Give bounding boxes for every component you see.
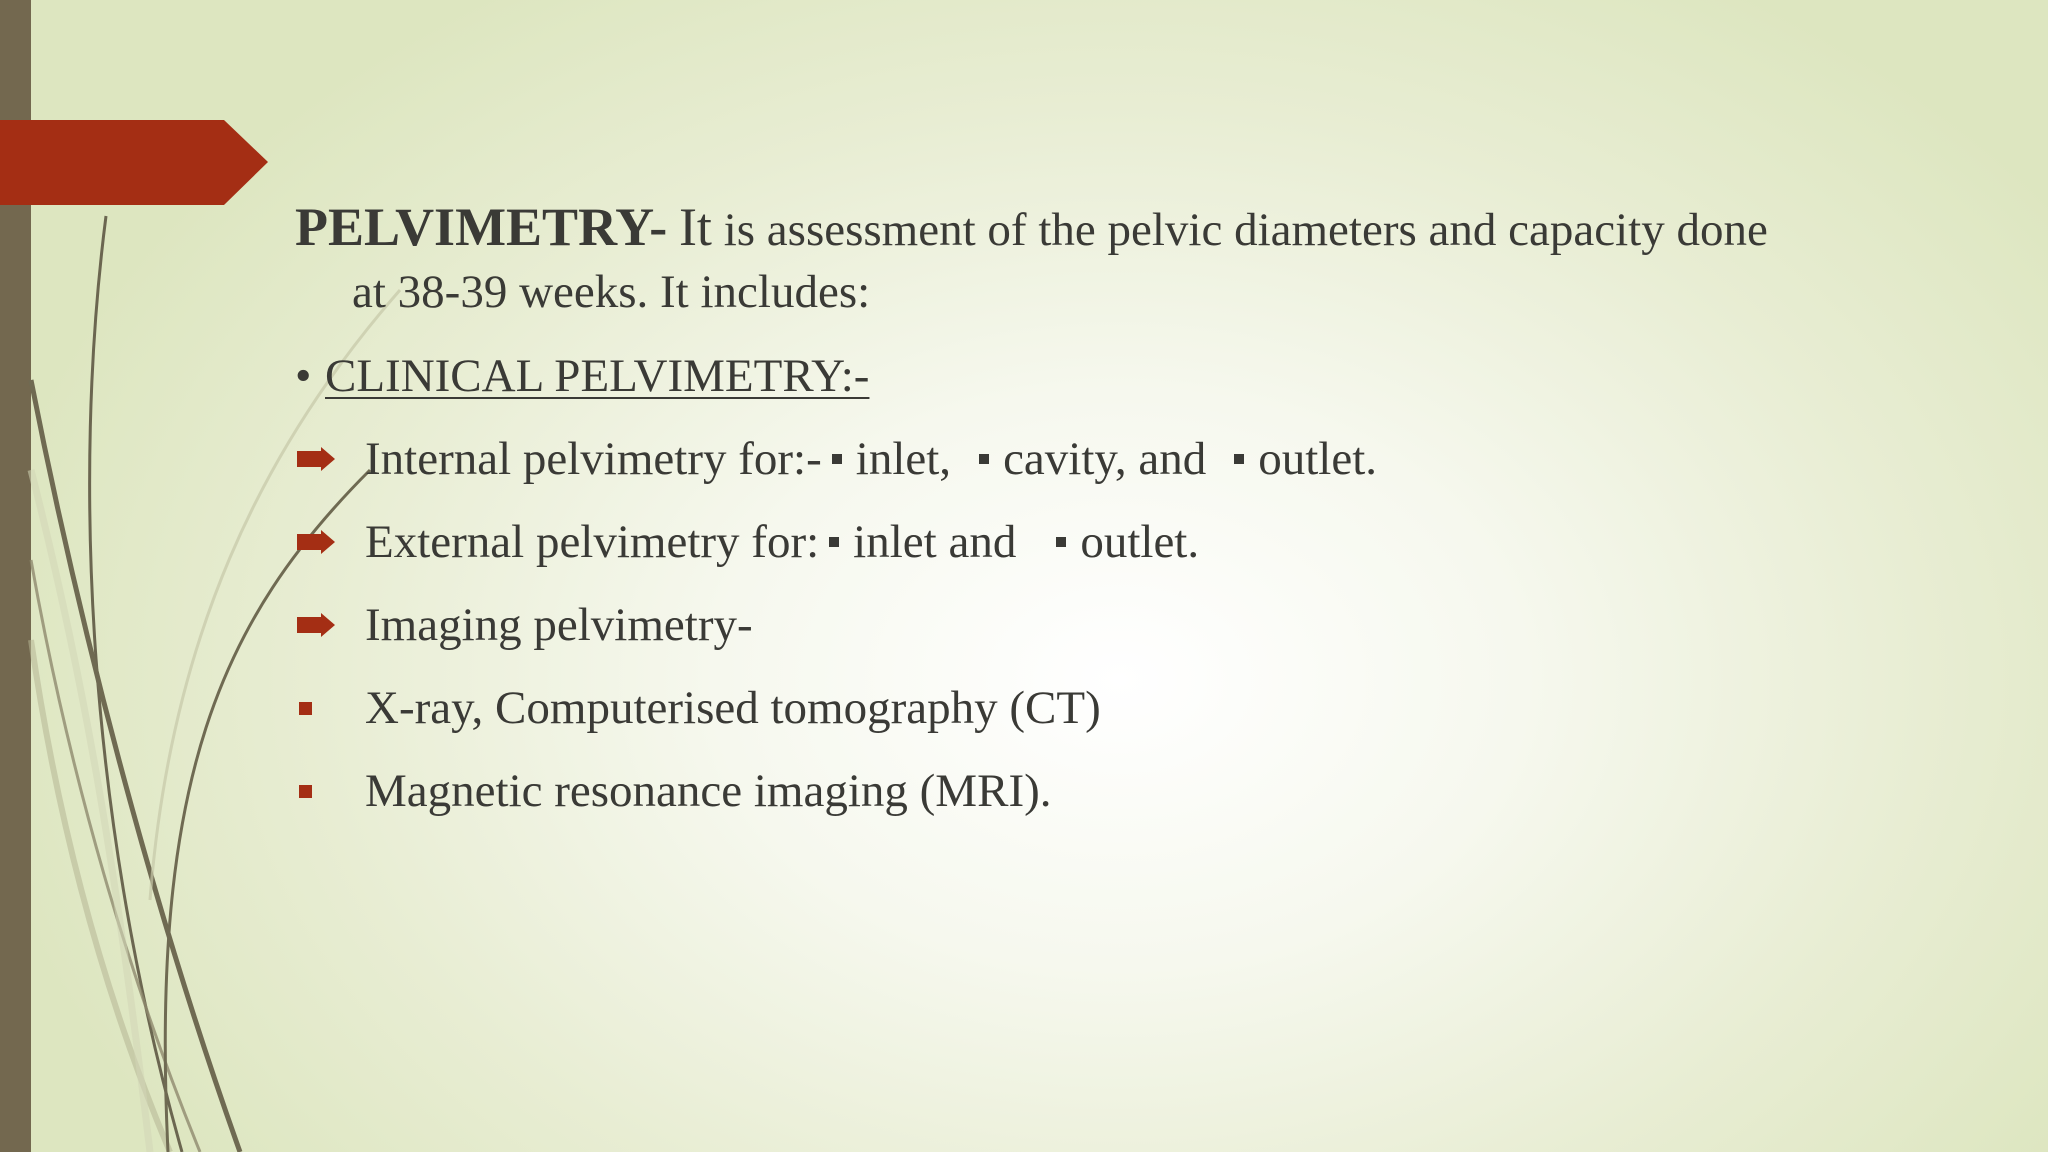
item-label: External pelvimetry for: (365, 516, 820, 568)
subitem: outlet. (1080, 516, 1200, 568)
list-item (295, 760, 1995, 822)
arrow-bullet-icon (297, 613, 335, 637)
list-item-text: X-ray, Computerised tomography (CT) (365, 682, 1101, 734)
list-item-text (365, 428, 1377, 490)
list-item-text: Imaging pelvimetry- (365, 599, 753, 651)
small-square-bullet-icon (832, 454, 842, 464)
list-item (295, 594, 1995, 656)
small-square-bullet-icon (1056, 537, 1066, 547)
slide-content (295, 196, 1995, 822)
list-item-text: Magnetic resonance imaging (MRI). (365, 765, 1052, 817)
subitem: outlet. (1258, 433, 1378, 485)
list-item (295, 428, 1995, 490)
heading-lead: PELVIMETRY- (295, 197, 668, 257)
subitem: inlet and (853, 516, 1017, 568)
square-bullet-icon (299, 702, 312, 715)
small-square-bullet-icon (979, 454, 989, 464)
arrow-bullet-icon (297, 447, 335, 471)
list-item (295, 677, 1995, 739)
bullet-dot: • (295, 350, 312, 402)
item-label: Internal pelvimetry for:- (365, 433, 822, 485)
clinical-pelvimetry-label: CLINICAL PELVIMETRY:- (325, 350, 870, 402)
small-square-bullet-icon (1234, 454, 1244, 464)
small-square-bullet-icon (829, 537, 839, 547)
title-banner-arrow (0, 120, 268, 205)
clinical-pelvimetry-row (295, 345, 1995, 407)
subitem: cavity, and (1003, 433, 1207, 485)
arrow-bullet-icon (297, 530, 335, 554)
heading-rest: is assessment of the pelvic diameters and capacity done (723, 204, 1768, 256)
list-item-text (365, 511, 1199, 573)
heading-it: It (678, 197, 712, 257)
list-item (295, 511, 1995, 573)
heading-paragraph (295, 196, 1995, 323)
subitem: inlet, (855, 433, 952, 485)
heading-line2: at 38-39 weeks. It includes: (352, 266, 871, 318)
square-bullet-icon (299, 785, 312, 798)
